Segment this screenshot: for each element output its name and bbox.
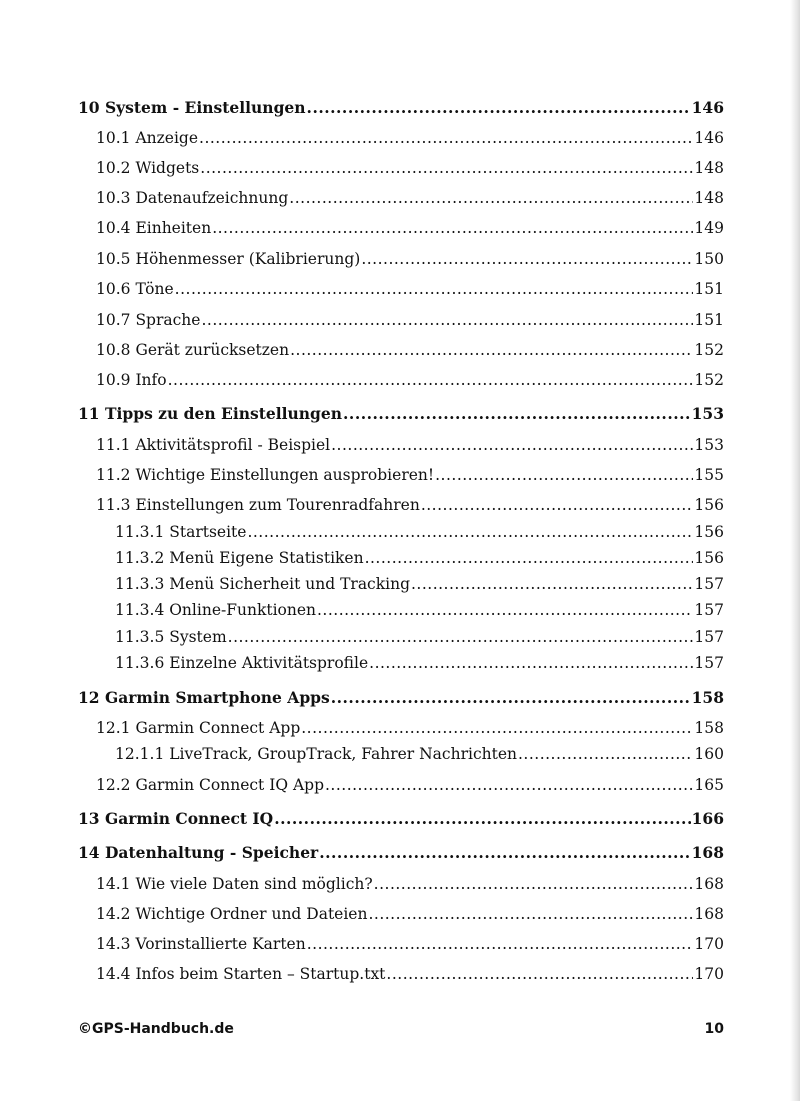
toc-entry-label: 11.3.2 Menü Eigene Statistiken xyxy=(115,549,364,567)
toc-subsection-entry xyxy=(115,520,724,542)
toc-entry-page-number: 148 xyxy=(694,189,724,207)
toc-dot-leader xyxy=(331,435,693,455)
toc-chapter-entry xyxy=(78,96,724,118)
toc-entry-label: 10.3 Datenaufzeichnung xyxy=(96,189,289,207)
toc-dot-leader xyxy=(307,98,691,118)
toc-chapter-entry xyxy=(78,686,724,708)
toc-entry-page-number: 170 xyxy=(694,965,724,983)
toc-dot-leader xyxy=(368,904,693,924)
toc-entry-page-number: 157 xyxy=(694,601,724,619)
toc-chapter-entry xyxy=(78,402,724,424)
toc-entry-page-number: 155 xyxy=(694,466,724,484)
toc-dot-leader xyxy=(365,548,694,568)
toc-entry-page-number: 151 xyxy=(694,280,724,298)
toc-dot-leader xyxy=(290,340,693,360)
toc-subsection-entry xyxy=(115,572,724,594)
toc-section-entry xyxy=(96,156,724,178)
toc-dot-leader xyxy=(200,158,693,178)
toc-entry-page-number: 166 xyxy=(691,809,724,828)
toc-subsection-entry xyxy=(115,546,724,568)
toc-entry-label: 12.2 Garmin Connect IQ App xyxy=(96,776,324,794)
toc-dot-leader xyxy=(301,718,693,738)
page-edge-shadow xyxy=(790,0,800,1101)
footer-copyright: ©GPS-Handbuch.de xyxy=(78,1021,234,1037)
toc-entry-page-number: 165 xyxy=(694,776,724,794)
toc-entry-page-number: 168 xyxy=(691,843,724,862)
page-footer xyxy=(78,1021,724,1037)
toc-dot-leader xyxy=(201,310,693,330)
toc-entry-page-number: 153 xyxy=(694,436,724,454)
toc-entry-page-number: 148 xyxy=(694,159,724,177)
toc-dot-leader xyxy=(361,249,693,269)
toc-entry-label: 14 Datenhaltung - Speicher xyxy=(78,843,319,862)
toc-entry-page-number: 153 xyxy=(691,404,724,423)
toc-entry-page-number: 157 xyxy=(694,654,724,672)
toc-entry-page-number: 156 xyxy=(694,549,724,567)
toc-dot-leader xyxy=(369,653,693,673)
toc-entry-label: 10.7 Sprache xyxy=(96,311,201,329)
toc-entry-label: 11.2 Wichtige Einstellungen ausprobieren! xyxy=(96,466,435,484)
toc-chapter-entry xyxy=(78,807,724,829)
toc-entry-page-number: 157 xyxy=(694,628,724,646)
toc-subsection-entry xyxy=(115,742,724,764)
toc-section-entry xyxy=(96,186,724,208)
toc-section-entry xyxy=(96,773,724,795)
toc-dot-leader xyxy=(343,404,691,424)
toc-dot-leader xyxy=(331,688,691,708)
toc-entry-page-number: 146 xyxy=(694,129,724,147)
toc-entry-label: 10.6 Töne xyxy=(96,280,174,298)
toc-section-entry xyxy=(96,902,724,924)
toc-entry-label: 14.4 Infos beim Starten – Startup.txt xyxy=(96,965,386,983)
toc-dot-leader xyxy=(228,627,694,647)
toc-entry-label: 10.2 Widgets xyxy=(96,159,200,177)
toc-entry-page-number: 146 xyxy=(691,98,724,117)
toc-section-entry xyxy=(96,126,724,148)
toc-subsection-entry xyxy=(115,598,724,620)
toc-section-entry xyxy=(96,216,724,238)
toc-dot-leader xyxy=(411,574,693,594)
toc-dot-leader xyxy=(319,843,690,863)
toc-section-entry xyxy=(96,433,724,455)
toc-entry-label: 11.3.4 Online-Funktionen xyxy=(115,601,316,619)
toc-entry-label: 14.3 Vorinstallierte Karten xyxy=(96,935,306,953)
toc-entry-label: 11.1 Aktivitätsprofil - Beispiel xyxy=(96,436,331,454)
toc-subsection-entry xyxy=(115,651,724,673)
toc-entry-page-number: 156 xyxy=(694,523,724,541)
toc-entry-label: 13 Garmin Connect IQ xyxy=(78,809,274,828)
toc-entry-label: 11.3 Einstellungen zum Tourenradfahren xyxy=(96,496,420,514)
toc-entry-label: 10.4 Einheiten xyxy=(96,219,212,237)
toc-entry-page-number: 168 xyxy=(694,905,724,923)
toc-section-entry xyxy=(96,277,724,299)
toc-section-entry xyxy=(96,247,724,269)
toc-entry-page-number: 150 xyxy=(694,250,724,268)
toc-entry-label: 10 System - Einstellungen xyxy=(78,98,306,117)
toc-entry-page-number: 160 xyxy=(694,745,724,763)
toc-dot-leader xyxy=(325,775,693,795)
toc-entry-label: 12.1 Garmin Connect App xyxy=(96,719,301,737)
toc-section-entry xyxy=(96,872,724,894)
toc-section-entry xyxy=(96,932,724,954)
toc-section-entry xyxy=(96,338,724,360)
toc-dot-leader xyxy=(374,874,694,894)
toc-entry-page-number: 152 xyxy=(694,371,724,389)
toc-dot-leader xyxy=(421,495,694,515)
toc-section-entry xyxy=(96,368,724,390)
toc-entry-page-number: 149 xyxy=(694,219,724,237)
toc-dot-leader xyxy=(317,600,693,620)
toc-section-entry xyxy=(96,716,724,738)
toc-entry-page-number: 151 xyxy=(694,311,724,329)
toc-entry-page-number: 170 xyxy=(694,935,724,953)
toc-dot-leader xyxy=(175,279,694,299)
toc-entry-label: 10.1 Anzeige xyxy=(96,129,199,147)
toc-section-entry xyxy=(96,308,724,330)
toc-entry-label: 10.5 Höhenmesser (Kalibrierung) xyxy=(96,250,361,268)
toc-dot-leader xyxy=(274,809,690,829)
toc-entry-label: 11.3.3 Menü Sicherheit und Tracking xyxy=(115,575,410,593)
toc-entry-label: 14.2 Wichtige Ordner und Dateien xyxy=(96,905,368,923)
toc-dot-leader xyxy=(386,964,693,984)
toc-entry-page-number: 157 xyxy=(694,575,724,593)
toc-entry-label: 11.3.5 System xyxy=(115,628,227,646)
footer-page-number: 10 xyxy=(704,1021,724,1037)
toc-dot-leader xyxy=(247,522,693,542)
toc-entry-page-number: 168 xyxy=(694,875,724,893)
toc-dot-leader xyxy=(435,465,693,485)
toc-entry-label: 11.3.6 Einzelne Aktivitätsprofile xyxy=(115,654,369,672)
toc-section-entry xyxy=(96,493,724,515)
toc-section-entry xyxy=(96,962,724,984)
toc-subsection-entry xyxy=(115,625,724,647)
toc-entry-label: 10.8 Gerät zurücksetzen xyxy=(96,341,290,359)
toc-entry-label: 11.3.1 Startseite xyxy=(115,523,247,541)
toc-entry-label: 12.1.1 LiveTrack, GroupTrack, Fahrer Nachrichten xyxy=(115,745,517,763)
toc-entry-page-number: 158 xyxy=(691,688,724,707)
toc-entry-label: 10.9 Info xyxy=(96,371,167,389)
toc-entry-page-number: 158 xyxy=(694,719,724,737)
toc-dot-leader xyxy=(289,188,693,208)
toc-dot-leader xyxy=(199,128,693,148)
toc-section-entry xyxy=(96,463,724,485)
toc-entry-page-number: 156 xyxy=(694,496,724,514)
toc-entry-page-number: 152 xyxy=(694,341,724,359)
toc-dot-leader xyxy=(212,218,693,238)
toc-dot-leader xyxy=(168,370,694,390)
toc-entry-label: 14.1 Wie viele Daten sind möglich? xyxy=(96,875,373,893)
toc-dot-leader xyxy=(518,744,693,764)
toc-dot-leader xyxy=(307,934,694,954)
toc-entry-label: 11 Tipps zu den Einstellungen xyxy=(78,404,343,423)
toc-chapter-entry xyxy=(78,841,724,863)
toc-entry-label: 12 Garmin Smartphone Apps xyxy=(78,688,330,707)
